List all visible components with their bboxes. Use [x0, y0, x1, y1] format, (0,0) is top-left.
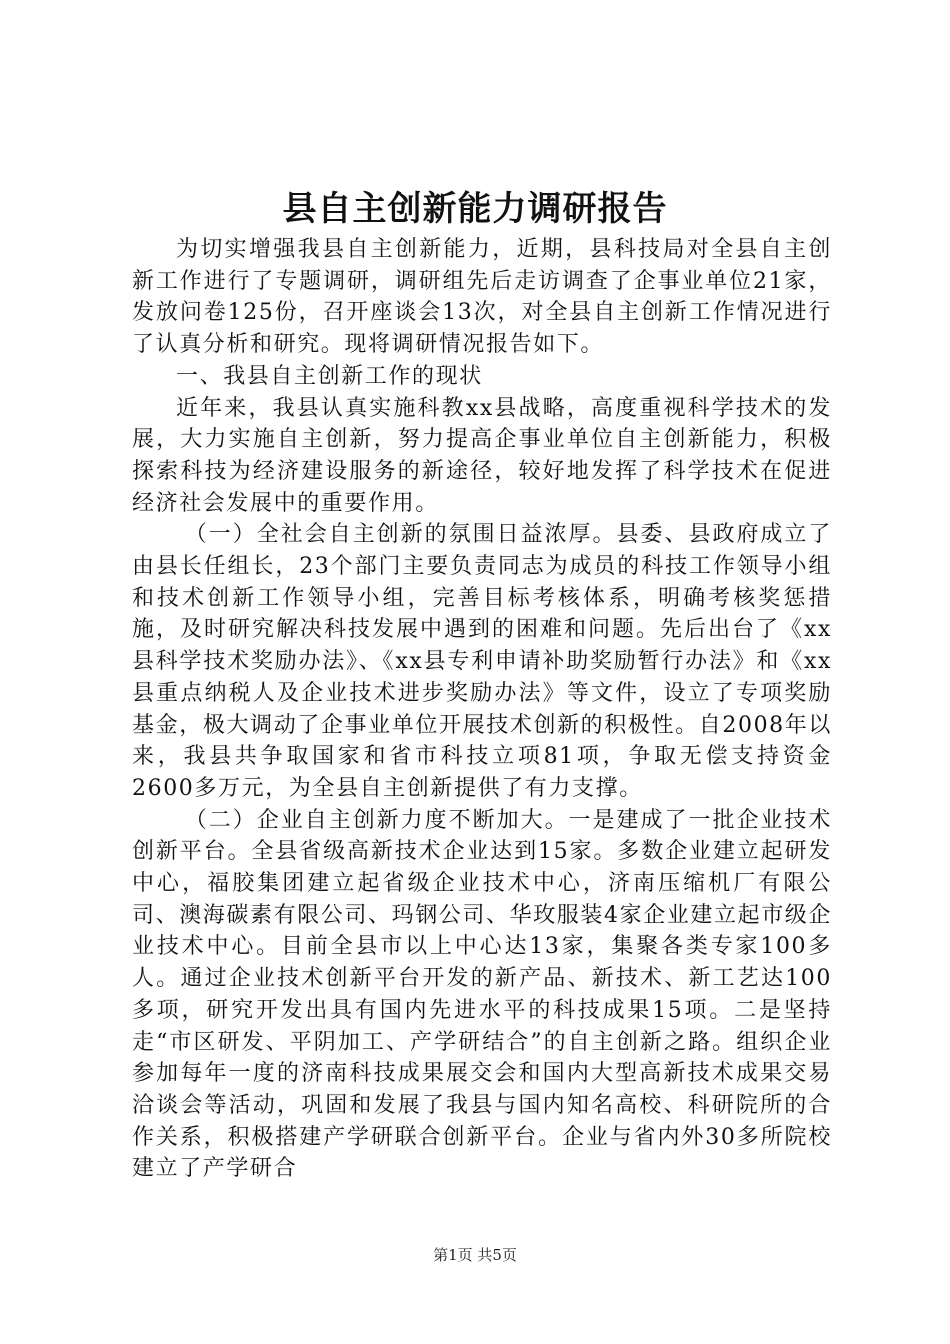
subsection-one-paragraph: （一）全社会自主创新的氛围日益浓厚。县委、县政府成立了由县长任组长，23个部门主要负责同志为成员的科技工作领导小组和技术创新工作领导小组，完善目标考核体系，明确考核奖惩措施，及时研究解决科技发展中遇到的困难和问题。先后出台了《xx县科学技术奖励办法》、《xx县专利申请补助奖励暂行办法》和《xx县重点纳税人及企业技术进步奖励办法》等文件，设立了专项奖励基金，极大调动了企事业单位开展技术创新的积极性。自2008年以来，我县共争取国家和省市科技立项81项，争取无偿支持资金2600多万元，为全县自主创新提供了有力支撑。: [132, 522, 832, 801]
intro-paragraph: 为切实增强我县自主创新能力，近期，县科技局对全县自主创新工作进行了专题调研，调研组先后走访调查了企事业单位21家，发放问卷125份，召开座谈会13次，对全县自主创新工作情况进行了认真分析和研究。现将调研情况报告如下。: [132, 237, 832, 358]
status-paragraph: 近年来，我县认真实施科教xx县战略，高度重视科学技术的发展，大力实施自主创新，努力提高企事业单位自主创新能力，积极探索科技为经济建设服务的新途径，较好地发挥了科学技术在促进经济社会发展中的重要作用。: [132, 395, 832, 516]
section-heading: 一、我县自主创新工作的现状: [176, 363, 483, 389]
document-body: [132, 234, 832, 1185]
subsection-two-paragraph: （二）企业自主创新力度不断加大。一是建成了一批企业技术创新平台。全县省级高新技术企业达到15家。多数企业建立起研发中心，福胶集团建立起省级企业技术中心，济南压缩机厂有限公司、澳海碳素有限公司、玛钢公司、华玫服装4家企业建立起市级企业技术中心。目前全县市以上中心达13家，集聚各类专家100多人。通过企业技术创新平台开发的新产品、新技术、新工艺达100多项，研究开发出具有国内先进水平的科技成果15项。二是坚持走“市区研发、平阴加工、产学研结合”的自主创新之路。组织企业参加每年一度的济南科技成果展交会和国内大型高新技术成果交易洽谈会等活动，巩固和发展了我县与国内知名高校、科研院所的合作关系，积极搭建产学研联合创新平台。企业与省内外30多所院校建立了产学研合: [132, 807, 832, 1182]
page-number: 第1页 共5页: [433, 1246, 517, 1264]
document-title: 县自主创新能力调研报告: [282, 189, 668, 229]
